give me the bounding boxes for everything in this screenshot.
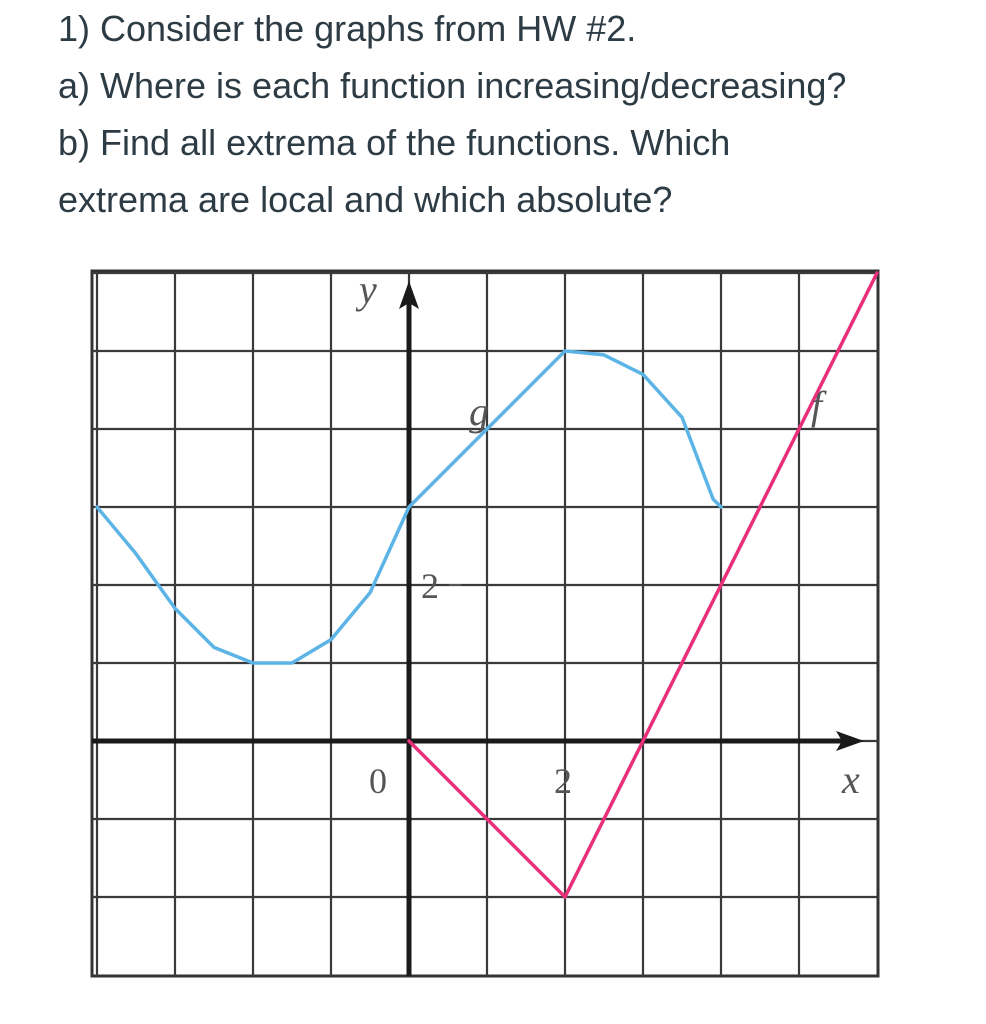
question-part-a: a) Where is each function increasing/decreasing? [58, 65, 847, 106]
x-tick-label-2: 2 [554, 761, 572, 801]
x-tick-label-0: 0 [369, 761, 387, 801]
y-axis-label: y [359, 267, 377, 312]
x-axis-label: x [842, 757, 860, 802]
y-tick-label-2: 2 [421, 566, 439, 606]
question-line-1: 1) Consider the graphs from HW #2. [58, 8, 637, 49]
curve-label-g: g [469, 389, 489, 434]
graph-labels [355, 267, 860, 802]
curve-label-f: f [811, 383, 823, 428]
graph-frame [92, 271, 878, 976]
question-part-b: b) Find all extrema of the functions. Which [58, 122, 731, 163]
axes [92, 281, 864, 976]
grid [92, 271, 878, 976]
question-part-b-continued: extrema are local and which absolute? [58, 179, 673, 220]
